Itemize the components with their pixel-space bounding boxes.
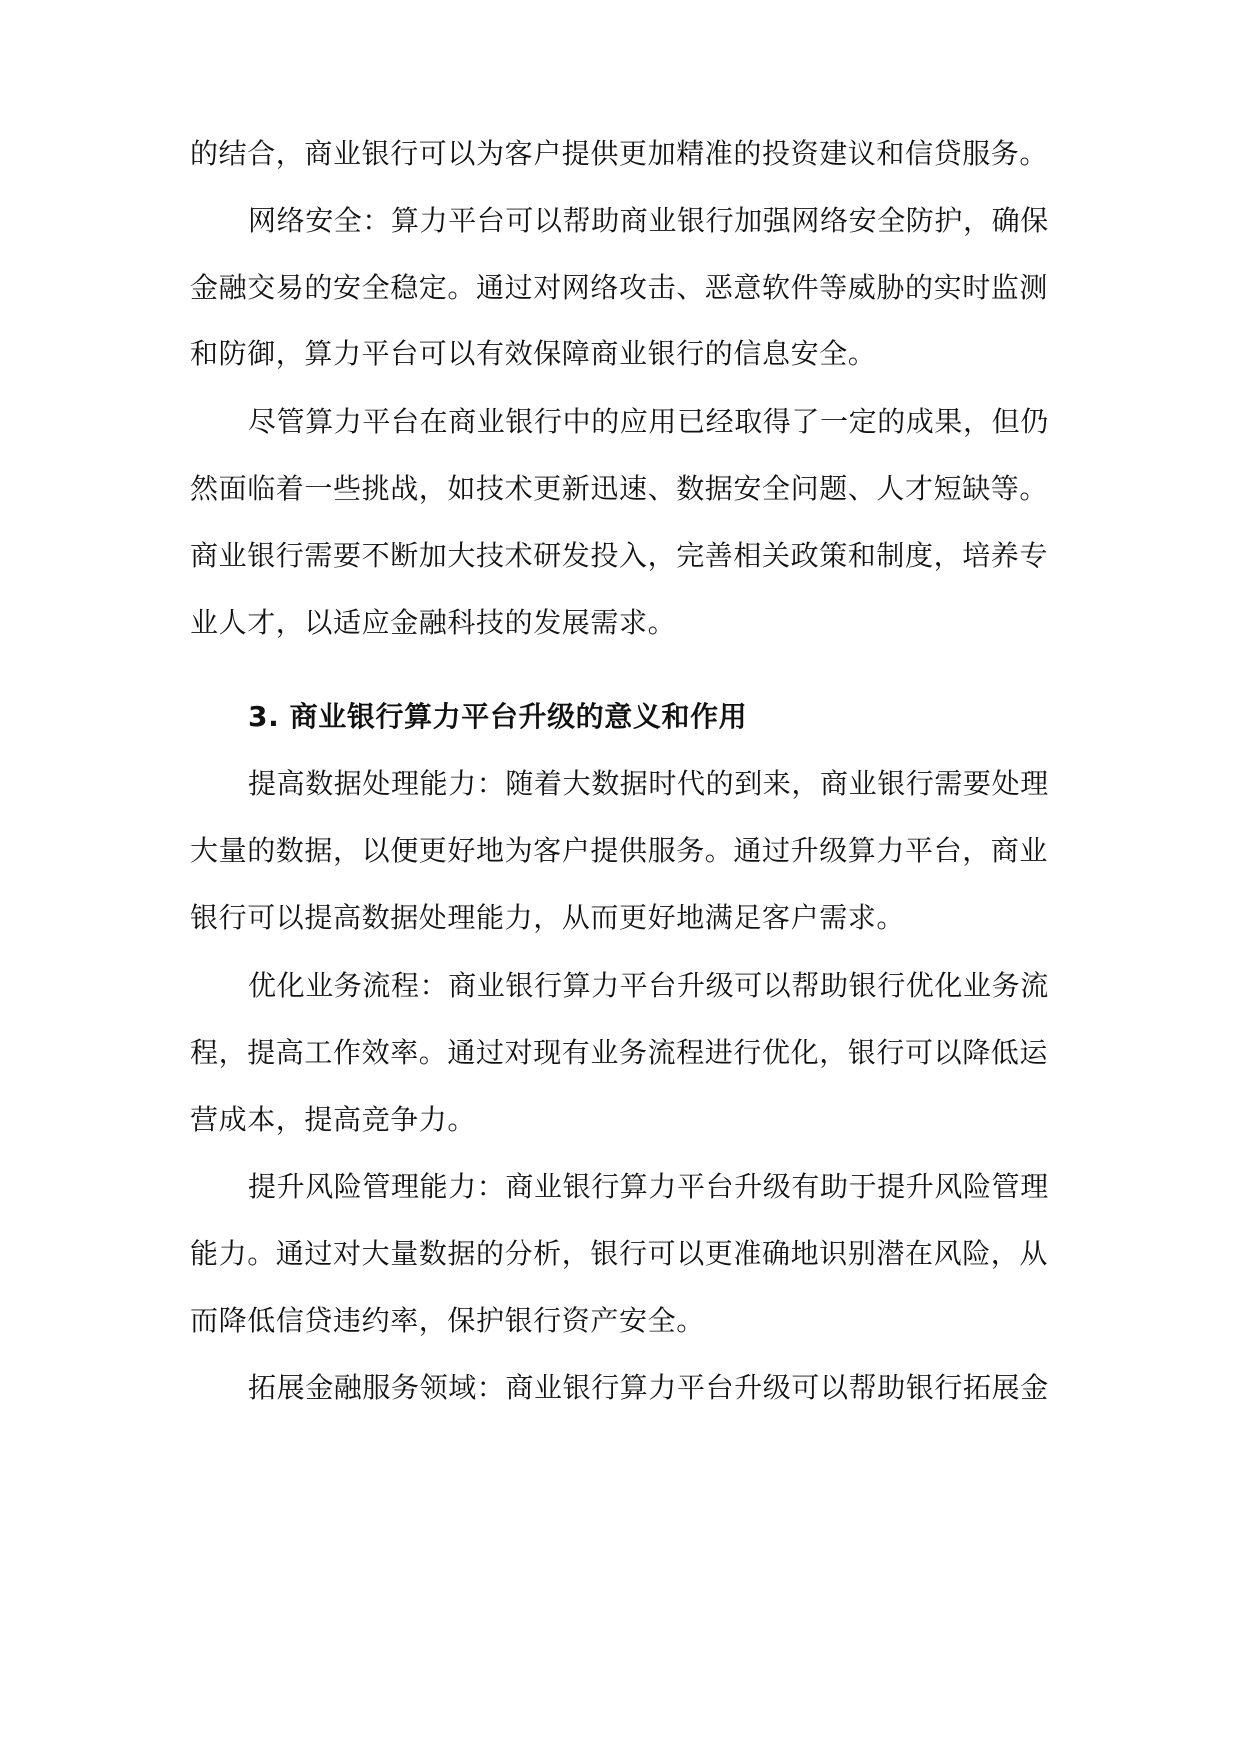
paragraph-line: 能力。通过对大量数据的分析，银行可以更准确地识别潜在风险，从 [190, 1237, 1049, 1270]
paragraph-line: 程，提高工作效率。通过对现有业务流程进行优化，银行可以降低运 [190, 1036, 1049, 1069]
paragraph-line: 然面临着一些挑战，如技术更新迅速、数据安全问题、人才短缺等。 [190, 472, 1049, 505]
paragraph-line: 提升风险管理能力：商业银行算力平台升级有助于提升风险管理 [248, 1170, 1049, 1203]
paragraph-line: 拓展金融服务领域：商业银行算力平台升级可以帮助银行拓展金 [248, 1371, 1049, 1404]
paragraph-line: 业人才，以适应金融科技的发展需求。 [190, 606, 677, 639]
section-heading: 3. 商业银行算力平台升级的意义和作用 [248, 700, 748, 733]
paragraph-line: 大量的数据，以便更好地为客户提供服务。通过升级算力平台，商业 [190, 834, 1049, 867]
paragraph-line: 尽管算力平台在商业银行中的应用已经取得了一定的成果，但仍 [248, 405, 1049, 438]
paragraph-line: 金融交易的安全稳定。通过对网络攻击、恶意软件等威胁的实时监测 [190, 271, 1049, 304]
paragraph-line: 提高数据处理能力：随着大数据时代的到来，商业银行需要处理 [248, 767, 1049, 800]
paragraph-line: 优化业务流程：商业银行算力平台升级可以帮助银行优化业务流 [248, 969, 1049, 1002]
paragraph-line: 营成本，提高竞争力。 [190, 1103, 477, 1136]
paragraph-line: 银行可以提高数据处理能力，从而更好地满足客户需求。 [190, 901, 906, 934]
paragraph-line: 和防御，算力平台可以有效保障商业银行的信息安全。 [190, 337, 877, 370]
paragraph-line: 网络安全：算力平台可以帮助商业银行加强网络安全防护，确保 [248, 204, 1049, 237]
paragraph-line: 而降低信贷违约率，保护银行资产安全。 [190, 1304, 705, 1337]
paragraph-line: 的结合，商业银行可以为客户提供更加精准的投资建议和信贷服务。 [190, 137, 1049, 170]
paragraph-line: 商业银行需要不断加大技术研发投入，完善相关政策和制度，培养专 [190, 539, 1049, 572]
